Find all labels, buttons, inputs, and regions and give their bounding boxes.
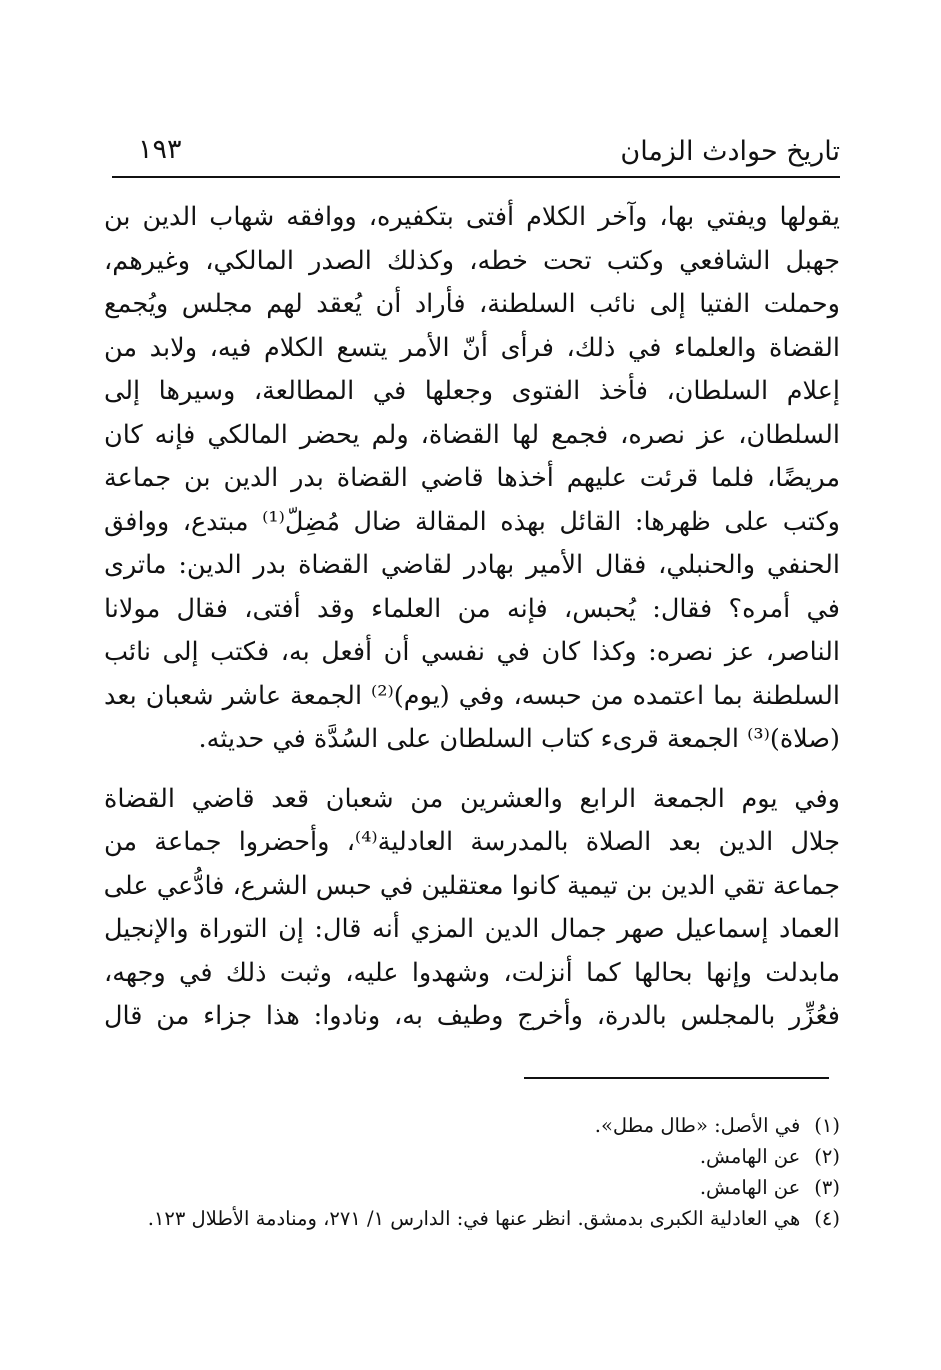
footnote — [104, 1203, 840, 1234]
page-number: ١٩٣ — [138, 134, 182, 165]
footnote-text: عن الهامش. — [699, 1145, 801, 1168]
text-line: جماعة تقي الدين بن تيمية كانوا معتقلين في حبس الشرع، فادُّعي على — [104, 870, 840, 901]
footnotes — [104, 1110, 840, 1234]
text-line: القضاة والعلماء في ذلك، فرأى أنّ الأمر يتسع الكلام فيه، ولابد من — [104, 332, 840, 363]
text-line: وحملت الفتيا إلى نائب السلطنة، فأراد أن يُعقد لهم مجلس ويُجمع — [104, 289, 840, 319]
page-header — [112, 128, 840, 178]
paragraph-1 — [104, 196, 840, 762]
text-line: جلال الدين بعد الصلاة بالمدرسة العادلية⁽⁴⁾، وأحضروا جماعة من — [104, 827, 840, 857]
text-line: وكتب على ظهرها: القائل بهذه المقالة ضال مُضِلّ⁽¹⁾ مبتدع، ووافق — [104, 506, 840, 537]
text-line: مابدلت وإنها بحالها كما أنزلت، وشهدوا عليه، وثبت ذلك في وجهه، — [104, 957, 840, 988]
running-title: تاريخ حوادث الزمان — [620, 136, 840, 167]
footnote-number: (٢) — [814, 1145, 840, 1168]
text-line: العماد إسماعيل صهر جمال الدين المزي أنه قال: إن التوراة والإنجيل — [104, 914, 840, 944]
text-line: إعلام السلطان، فأخذ الفتوى وجعلها في المطالعة، وسيرها إلى — [104, 376, 840, 406]
footnote-number: (٤) — [814, 1207, 840, 1230]
footnote-text: في الأصل: «طال مطل». — [594, 1114, 801, 1137]
paragraph-2 — [104, 778, 840, 1039]
text-line: فعُزِّر بالمجلس بالدرة، وأخرج وطيف به، ونادوا: هذا جزاء من قال — [104, 1001, 840, 1031]
text-line: وفي يوم الجمعة الرابع والعشرين من شعبان قعد قاضي القضاة — [104, 783, 840, 814]
footnote — [104, 1172, 840, 1203]
text-line: يقولها ويفتي بها، وآخر الكلام أفتى بتكفيره، ووافقه شهاب الدين بن — [104, 202, 840, 232]
text-line: جهبل الشافعي وكتب تحت خطه، وكذلك الصدر المالكي، وغيرهم، — [104, 245, 840, 276]
text-line: السلطنة بما اعتمده من حبسه، وفي (يوم)⁽²⁾ الجمعة عاشر شعبان بعد — [104, 680, 840, 711]
text-line: الحنفي والحنبلي، فقال الأمير بهادر لقاضي القضاة بدر الدين: ماترى — [104, 550, 840, 580]
text-line: مريضًا، فلما قرئت عليهم أخذها قاضي القضاة بدر الدين بن جماعة — [104, 463, 840, 493]
footnote — [104, 1110, 840, 1141]
text-line: (صلاة)⁽³⁾ الجمعة قرىء كتاب السلطان على السُدَّة في حديثه. — [198, 724, 840, 754]
text-line: في أمره؟ فقال: يُحبس، فإنه من العلماء وقد أفتى، فقال مولانا — [104, 593, 840, 624]
footnote-text: عن الهامش. — [699, 1176, 801, 1199]
text-line: السلطان، عز نصره، فجمع لها القضاة، ولم يحضر المالكي فإنه كان — [104, 419, 840, 450]
footnote-text: هي العادلية الكبرى بدمشق. انظر عنها في: الدارس ١/ ٢٧١، ومنادمة الأطلال ١٢٣. — [147, 1207, 801, 1230]
footnote-number: (١) — [814, 1114, 840, 1137]
text-line: الناصر، عز نصره: وكذا كان في نفسي أن أفعل به، فكتب إلى نائب — [104, 637, 840, 667]
paragraph-gap — [104, 762, 840, 778]
footnote — [104, 1141, 840, 1172]
footnote-divider — [524, 1077, 829, 1079]
footnote-number: (٣) — [814, 1176, 840, 1199]
body-text — [104, 196, 840, 1039]
